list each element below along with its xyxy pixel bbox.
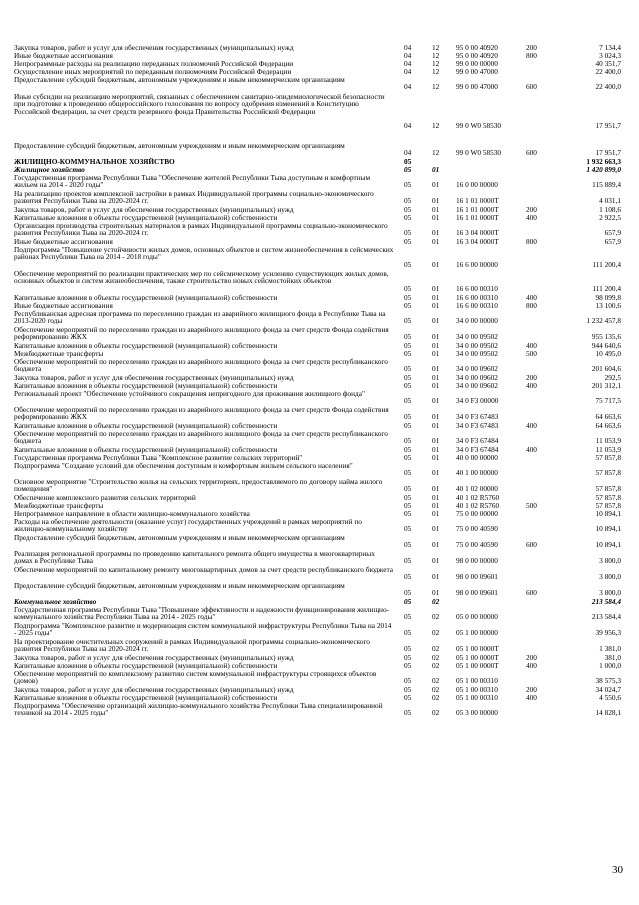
row-subsection: 01 xyxy=(432,213,440,222)
row-chapter: 05 xyxy=(404,412,412,422)
row-chapter: 05 xyxy=(404,237,412,246)
row-sum: 57 857,8 xyxy=(595,493,621,502)
row-target-code: 16 6 00 00000 xyxy=(456,259,498,269)
row-sum: 14 828,1 xyxy=(595,708,621,718)
row-name: Межбюджетные трансферты xyxy=(14,501,104,510)
row-sum: 381,0 xyxy=(604,653,621,662)
row-subsection: 01 xyxy=(432,237,440,246)
row-name: Обеспечение мероприятий по комплексному развитию систем коммунальной инфраструктуры строящихся объектов (домов) xyxy=(14,669,377,686)
row-name: Закупка товаров, работ и услуг для обеспечения государственных (муниципальных) нужд xyxy=(14,685,294,694)
row-expense-type: 800 xyxy=(526,51,537,60)
row-expense-type: 200 xyxy=(526,373,537,382)
row-sum: 2 922,5 xyxy=(599,213,621,222)
row-sum: 57 857,8 xyxy=(595,468,621,478)
row-name: Обеспечение мероприятий по переселению граждан из аварийного жилищного фонда за счет средств Фонда содействия реформированию ЖКХ xyxy=(14,325,389,342)
row-target-code: 75 0 00 40590 xyxy=(456,540,498,550)
row-sum: 292,5 xyxy=(604,373,621,382)
row-chapter: 05 xyxy=(404,653,412,662)
row-sum: 4 031,1 xyxy=(599,196,621,206)
row-name: Иные субсидии на реализацию мероприятий, связанных с обеспечением санитарно-эпидемиологической безопасности при подготовке к проведению общероссийского голосования по вопросу одобрения изменений в Конституцию Российской Федерации, за счет средств резервного фонда Правительства Российской Федерации xyxy=(14,92,385,116)
row-name: На реализацию проектов комплексной застройки в рамках Индивидуальной программы социально-экономического развития Республики Тыва на 2020-2024 гг. xyxy=(14,189,374,206)
row-chapter: 04 xyxy=(404,67,412,76)
row-expense-type: 600 xyxy=(526,588,537,598)
row-name: Предоставление субсидий бюджетным, автономным учреждениям и иным некоммерческим организациям xyxy=(14,581,345,590)
row-chapter: 05 xyxy=(404,381,412,390)
row-subsection: 01 xyxy=(432,196,440,206)
row-chapter: 05 xyxy=(404,396,412,406)
row-chapter: 05 xyxy=(404,373,412,382)
row-target-code: 34 0 00 09502 xyxy=(456,332,498,342)
row-name: Обеспечение комплексного развития сельских территорий xyxy=(14,493,196,502)
row-target-code: 34 0 00 09502 xyxy=(456,349,498,358)
row-subsection: 01 xyxy=(432,524,440,534)
row-subsection: 12 xyxy=(432,121,440,131)
row-target-code: 34 0 F3 67484 xyxy=(456,445,499,454)
row-subsection: 02 xyxy=(432,708,440,718)
row-sum: 111 200,4 xyxy=(592,259,621,269)
row-sum: 1 381,0 xyxy=(599,644,621,654)
row-expense-type: 400 xyxy=(526,293,537,302)
row-target-code: 16 1 01 0000Т xyxy=(456,205,499,214)
row-chapter: 05 xyxy=(404,556,412,566)
row-expense-type: 400 xyxy=(526,381,537,390)
row-subsection: 02 xyxy=(432,661,440,670)
row-sum: 115 889,4 xyxy=(592,180,621,190)
row-name: Организация производства строительных материалов в рамках Индивидуальной программы социально-экономического развития Республики Тыва на 2020-2024 гг. xyxy=(14,221,388,238)
row-chapter: 05 xyxy=(404,685,412,694)
row-name: Государственная программа Республики Тыва "Повышение эффективности и надежности функционирования жилищно-коммунального хозяйства Республики Тыва на 2014 - 2025 годы" xyxy=(14,605,390,622)
row-subsection: 01 xyxy=(432,396,440,406)
row-sum: 955 135,6 xyxy=(591,332,621,342)
row-target-code: 16 1 01 0000Т xyxy=(456,196,499,206)
row-chapter: 04 xyxy=(404,148,412,158)
row-sum: 7 134,4 xyxy=(599,43,621,52)
row-subsection: 01 xyxy=(432,332,440,342)
row-target-code: 16 1 01 0000Т xyxy=(456,213,499,222)
row-sum: 34 024,7 xyxy=(595,685,621,694)
row-sum: 10 894,1 xyxy=(595,524,621,534)
row-target-code: 16 3 04 0000Т xyxy=(456,237,499,246)
row-sum: 17 951,7 xyxy=(595,121,621,131)
row-subsection: 01 xyxy=(432,493,440,502)
row-target-code: 05 1 00 0000Т xyxy=(456,653,499,662)
row-subsection: 12 xyxy=(432,148,440,158)
row-subsection: 02 xyxy=(432,693,440,702)
row-target-code: 95 0 00 40920 xyxy=(456,43,498,52)
row-expense-type: 600 xyxy=(526,82,537,92)
row-sum: 64 663,6 xyxy=(595,412,621,422)
row-chapter: 05 xyxy=(404,332,412,342)
row-name: Закупка товаров, работ и услуг для обеспечения государственных (муниципальных) нужд xyxy=(14,43,294,52)
row-chapter: 05 xyxy=(404,708,412,718)
row-name: Закупка товаров, работ и услуг для обеспечения государственных (муниципальных) нужд xyxy=(14,205,294,214)
row-chapter: 05 xyxy=(404,484,412,494)
row-sum: 657,9 xyxy=(604,237,621,246)
row-sum: 3 800,0 xyxy=(599,588,621,598)
row-name: Межбюджетные трансферты xyxy=(14,349,104,358)
row-name: Осуществление иных мероприятий по переданным полномочиям Российской Федерации xyxy=(14,67,292,76)
row-name: Капитальные вложения в объекты государственной (муниципальной) собственности xyxy=(14,293,278,302)
row-chapter: 05 xyxy=(404,196,412,206)
row-subsection: 02 xyxy=(432,653,440,662)
row-target-code: 99 0 W0 58530 xyxy=(456,148,502,158)
row-chapter: 05 xyxy=(404,293,412,302)
row-sum: 10 894,1 xyxy=(595,540,621,550)
row-sum: 213 584,4 xyxy=(591,612,621,622)
row-name: Основное мероприятие "Строительство жилья на сельских территориях, предоставляемого по договору найма жилого помещения" xyxy=(14,477,383,494)
row-subsection: 02 xyxy=(432,644,440,654)
row-chapter: 05 xyxy=(404,316,412,326)
row-target-code: 40 1 02 R5760 xyxy=(456,501,500,510)
row-target-code: 34 0 00 09602 xyxy=(456,373,498,382)
row-subsection: 01 xyxy=(432,180,440,190)
row-target-code: 16 6 00 00310 xyxy=(456,293,498,302)
row-target-code: 34 0 F3 00000 xyxy=(456,396,499,406)
row-name: Капитальные вложения в объекты государственной (муниципальной) собственности xyxy=(14,213,278,222)
row-chapter: 05 xyxy=(404,676,412,686)
row-target-code: 75 0 00 00000 xyxy=(456,509,498,518)
row-subsection: 12 xyxy=(432,59,440,68)
row-chapter: 05 xyxy=(404,540,412,550)
row-expense-type: 800 xyxy=(526,301,537,310)
row-target-code: 99 0 00 00000 xyxy=(456,59,498,68)
row-expense-type: 200 xyxy=(526,43,537,52)
row-sum: 17 951,7 xyxy=(595,148,621,158)
row-name: Обеспечение мероприятий по капитальному ремонту многоквартирных домов за счет средств республиканского бюджета xyxy=(14,565,393,574)
row-chapter: 05 xyxy=(404,205,412,214)
row-name: Иные бюджетные ассигнования xyxy=(14,301,113,310)
row-chapter: 04 xyxy=(404,59,412,68)
row-sum: 57 857,8 xyxy=(595,453,621,462)
row-sum: 657,9 xyxy=(604,228,621,238)
row-chapter: 05 xyxy=(404,421,412,430)
row-sum: 1 932 663,3 xyxy=(586,157,621,166)
row-chapter: 05 xyxy=(404,493,412,502)
row-expense-type: 400 xyxy=(526,661,537,670)
row-name: Государственная программа Республики Тыва "Комплексное развитие сельских территорий" xyxy=(14,453,303,462)
row-name: Подпрограмма "Создание условий для обеспечения доступным и комфортным жильем сельского населения" xyxy=(14,461,353,470)
row-subsection: 12 xyxy=(432,67,440,76)
row-sum: 3 800,0 xyxy=(599,572,621,582)
row-chapter: 05 xyxy=(404,453,412,462)
row-target-code: 40 1 00 00000 xyxy=(456,468,498,478)
row-target-code: 34 0 F3 67483 xyxy=(456,412,499,422)
row-chapter: 05 xyxy=(404,612,412,622)
row-subsection: 02 xyxy=(432,597,440,606)
row-chapter: 05 xyxy=(404,341,412,350)
row-sum: 39 956,3 xyxy=(595,628,621,638)
row-subsection: 02 xyxy=(432,628,440,638)
page-number: 30 xyxy=(612,864,623,876)
row-chapter: 05 xyxy=(404,228,412,238)
row-name: Капитальные вложения в объекты государственной (муниципальной) собственности xyxy=(14,661,278,670)
row-target-code: 05 1 00 0000Т xyxy=(456,661,499,670)
row-chapter: 04 xyxy=(404,82,412,92)
row-expense-type: 400 xyxy=(526,341,537,350)
row-sum: 75 717,5 xyxy=(595,396,621,406)
row-target-code: 98 0 00 09601 xyxy=(456,588,498,598)
row-chapter: 04 xyxy=(404,121,412,131)
row-subsection: 01 xyxy=(432,373,440,382)
row-sum: 1 232 457,8 xyxy=(586,316,621,326)
row-name: Капитальные вложения в объекты государственной (муниципальной) собственности xyxy=(14,445,278,454)
row-subsection: 01 xyxy=(432,412,440,422)
row-sum: 10 894,1 xyxy=(595,509,621,518)
row-subsection: 01 xyxy=(432,349,440,358)
row-chapter: 05 xyxy=(404,165,412,174)
row-expense-type: 400 xyxy=(526,445,537,454)
row-subsection: 01 xyxy=(432,572,440,582)
row-name: Обеспечение мероприятий по реализации практических мер по сейсмическому усилению существующих жилых домов, основных объектов и систем жизнеобеспечения, также строительство новых сейсмостойких объектов xyxy=(14,269,389,286)
row-name: Непрограммные расходы на реализацию переданных полномочий Российской Федерации xyxy=(14,59,294,68)
row-subsection: 01 xyxy=(432,316,440,326)
row-sum: 201 312,1 xyxy=(591,381,621,390)
row-name: Региональный проект "Обеспечение устойчивого сокращения непригодного для проживания жилищного фонда" xyxy=(14,389,365,398)
row-sum: 40 351,7 xyxy=(595,59,621,68)
row-chapter: 05 xyxy=(404,572,412,582)
row-chapter: 05 xyxy=(404,213,412,222)
row-expense-type: 500 xyxy=(526,501,537,510)
row-name: Капитальные вложения в объекты государственной (муниципальной) собственности xyxy=(14,341,278,350)
row-target-code: 16 3 04 0000Т xyxy=(456,228,499,238)
row-subsection: 01 xyxy=(432,436,440,446)
row-name: Подпрограмма "Комплексное развитие и модернизация систем коммунальной инфраструктуры Республики Тыва на 2014 - 2025 годы" xyxy=(14,621,392,638)
row-target-code: 40 1 02 R5760 xyxy=(456,493,500,502)
row-name: Расходы на обеспечение деятельности (оказание услуг) государственных учреждений в рамках мероприятий по жилищно-коммунальному хозяйству xyxy=(14,517,362,534)
row-target-code: 16 6 00 00310 xyxy=(456,283,498,293)
row-sum: 57 857,8 xyxy=(595,484,621,494)
row-sum: 22 400,0 xyxy=(595,82,621,92)
row-name: Предоставление субсидий бюджетным, автономным учреждениям и иным некоммерческим организациям xyxy=(14,75,345,84)
row-subsection: 12 xyxy=(432,43,440,52)
row-sum: 38 575,3 xyxy=(595,676,621,686)
row-name: Подпрограмма "Повышение устойчивости жилых домов, основных объектов и систем жизнеобеспечения в сейсмических районах Республики Тыва на 2014 - 2018 годы" xyxy=(14,245,394,262)
row-name: Коммунальное хозяйство xyxy=(14,597,97,606)
row-subsection: 02 xyxy=(432,685,440,694)
row-target-code: 40 1 02 00000 xyxy=(456,484,498,494)
row-chapter: 05 xyxy=(404,157,412,166)
row-subsection: 01 xyxy=(432,293,440,302)
row-target-code: 98 0 00 00000 xyxy=(456,556,498,566)
row-sum: 3 024,3 xyxy=(599,51,621,60)
row-target-code: 05 1 00 00000 xyxy=(456,628,498,638)
row-sum: 1 108,6 xyxy=(599,205,621,214)
row-name: Непрограммное направление в области жилищно-коммунального хозяйства xyxy=(14,509,250,518)
row-expense-type: 400 xyxy=(526,421,537,430)
row-subsection: 01 xyxy=(432,540,440,550)
row-chapter: 05 xyxy=(404,661,412,670)
row-target-code: 99 0 00 47000 xyxy=(456,67,498,76)
row-sum: 213 584,4 xyxy=(591,597,621,606)
row-target-code: 34 0 00 00000 xyxy=(456,316,498,326)
row-expense-type: 400 xyxy=(526,213,537,222)
row-subsection: 12 xyxy=(432,82,440,92)
row-name: Подпрограмма "Обеспечение организаций жилищно-коммунального хозяйства Республики Тыва специализированной техникой на 2014 - 2025 годы" xyxy=(14,701,383,718)
row-target-code: 16 6 00 00310 xyxy=(456,301,498,310)
row-chapter: 05 xyxy=(404,501,412,510)
row-target-code: 75 0 00 40590 xyxy=(456,524,498,534)
row-name: На проектирование очистительных сооружений в рамках Индивидуальной программы социально-экономического развития Республики Тыва на 2020-2024 гг. xyxy=(14,637,370,654)
row-subsection: 01 xyxy=(432,228,440,238)
row-sum: 10 495,0 xyxy=(595,349,621,358)
row-name: Реализация региональной программы по проведению капитального ремонта общего имущества в многоквартирных домах в Республике Тыва xyxy=(14,549,375,566)
row-chapter: 05 xyxy=(404,693,412,702)
row-chapter: 05 xyxy=(404,524,412,534)
row-name: Обеспечение мероприятий по переселению граждан из аварийного жилищного фонда за счет средств республиканского бюджета xyxy=(14,357,388,374)
row-sum: 1 420 899,0 xyxy=(586,165,621,174)
row-name: Жилищное хозяйство xyxy=(14,165,85,174)
row-expense-type: 600 xyxy=(526,148,537,158)
row-chapter: 04 xyxy=(404,51,412,60)
row-chapter: 05 xyxy=(404,349,412,358)
row-subsection: 01 xyxy=(432,364,440,374)
row-target-code: 95 0 00 40920 xyxy=(456,51,498,60)
row-target-code: 05 0 00 00000 xyxy=(456,612,498,622)
row-target-code: 05 1 00 00310 xyxy=(456,685,498,694)
row-subsection: 01 xyxy=(432,453,440,462)
row-target-code: 05 1 00 00310 xyxy=(456,676,498,686)
row-chapter: 05 xyxy=(404,628,412,638)
row-subsection: 01 xyxy=(432,259,440,269)
row-subsection: 12 xyxy=(432,51,440,60)
row-expense-type: 200 xyxy=(526,205,537,214)
row-subsection: 01 xyxy=(432,165,440,174)
row-name: ЖИЛИЩНО-КОММУНАЛЬНОЕ ХОЗЯЙСТВО xyxy=(14,157,175,166)
row-chapter: 05 xyxy=(404,259,412,269)
row-subsection: 01 xyxy=(432,205,440,214)
row-name: Республиканская адресная программа по переселению граждан из аварийного жилищного фонда в Республике Тыва на 2013-2020 годы xyxy=(14,309,386,326)
row-chapter: 05 xyxy=(404,588,412,598)
row-target-code: 98 0 00 09601 xyxy=(456,572,498,582)
row-target-code: 05 3 00 00000 xyxy=(456,708,498,718)
row-target-code: 40 0 00 00000 xyxy=(456,453,498,462)
row-chapter: 05 xyxy=(404,644,412,654)
row-subsection: 01 xyxy=(432,341,440,350)
row-chapter: 05 xyxy=(404,445,412,454)
row-subsection: 02 xyxy=(432,676,440,686)
row-target-code: 34 0 00 09602 xyxy=(456,381,498,390)
row-expense-type: 400 xyxy=(526,693,537,702)
row-subsection: 01 xyxy=(432,283,440,293)
row-name: Иные бюджетные ассигнования xyxy=(14,51,113,60)
row-name: Капитальные вложения в объекты государственной (муниципальной) собственности xyxy=(14,381,278,390)
row-sum: 64 663,6 xyxy=(595,421,621,430)
row-subsection: 01 xyxy=(432,484,440,494)
row-sum: 98 099,8 xyxy=(595,293,621,302)
row-name: Предоставление субсидий бюджетным, автономным учреждениям и иным некоммерческим организациям xyxy=(14,141,345,150)
row-name: Закупка товаров, работ и услуг для обеспечения государственных (муниципальных) нужд xyxy=(14,373,294,382)
row-chapter: 05 xyxy=(404,509,412,518)
row-subsection: 01 xyxy=(432,421,440,430)
row-target-code: 99 0 W0 58530 xyxy=(456,121,502,131)
row-subsection: 01 xyxy=(432,301,440,310)
row-expense-type: 500 xyxy=(526,349,537,358)
row-subsection: 01 xyxy=(432,381,440,390)
row-sum: 11 053,9 xyxy=(595,445,621,454)
row-expense-type: 800 xyxy=(526,237,537,246)
row-chapter: 04 xyxy=(404,43,412,52)
row-subsection: 01 xyxy=(432,509,440,518)
row-chapter: 05 xyxy=(404,364,412,374)
row-sum: 4 550,6 xyxy=(599,693,621,702)
row-chapter: 05 xyxy=(404,301,412,310)
row-chapter: 05 xyxy=(404,283,412,293)
row-chapter: 05 xyxy=(404,436,412,446)
row-chapter: 05 xyxy=(404,597,412,606)
row-expense-type: 200 xyxy=(526,685,537,694)
row-sum: 3 800,0 xyxy=(599,556,621,566)
row-name: Государственная программа Республики Тыва "Обеспечение жителей Республики Тыва доступным и комфортным жильем на 2014 - 2020 годы" xyxy=(14,173,371,190)
row-name: Иные бюджетные ассигнования xyxy=(14,237,113,246)
row-name: Предоставление субсидий бюджетным, автономным учреждениям и иным некоммерческим организациям xyxy=(14,533,345,542)
row-sum: 944 640,6 xyxy=(591,341,621,350)
row-target-code: 34 0 F3 67483 xyxy=(456,421,499,430)
row-name: Капитальные вложения в объекты государственной (муниципальной) собственности xyxy=(14,693,278,702)
row-sum: 111 200,4 xyxy=(592,283,621,293)
row-subsection: 01 xyxy=(432,556,440,566)
row-name: Обеспечение мероприятий по переселению граждан из аварийного жилищного фонда за счет средств республиканского бюджета xyxy=(14,429,388,446)
row-subsection: 02 xyxy=(432,612,440,622)
row-name: Закупка товаров, работ и услуг для обеспечения государственных (муниципальных) нужд xyxy=(14,653,294,662)
row-sum: 1 000,0 xyxy=(599,661,621,670)
row-sum: 13 100,6 xyxy=(595,301,621,310)
row-name: Обеспечение мероприятий по переселению граждан из аварийного жилищного фонда за счет средств Фонда содействия реформированию ЖКХ xyxy=(14,405,389,422)
row-target-code: 34 0 00 09502 xyxy=(456,341,498,350)
row-sum: 201 604,6 xyxy=(591,364,621,374)
row-subsection: 01 xyxy=(432,501,440,510)
row-subsection: 01 xyxy=(432,468,440,478)
row-subsection: 01 xyxy=(432,445,440,454)
row-target-code: 05 1 00 0000Т xyxy=(456,644,499,654)
row-subsection: 01 xyxy=(432,588,440,598)
row-sum: 11 053,9 xyxy=(595,436,621,446)
row-chapter: 05 xyxy=(404,468,412,478)
row-sum: 57 857,8 xyxy=(595,501,621,510)
row-target-code: 05 1 00 00310 xyxy=(456,693,498,702)
row-chapter: 05 xyxy=(404,180,412,190)
row-target-code: 99 0 00 47000 xyxy=(456,82,498,92)
row-target-code: 16 0 00 00000 xyxy=(456,180,498,190)
row-expense-type: 600 xyxy=(526,540,537,550)
row-target-code: 34 0 00 09602 xyxy=(456,364,498,374)
row-name: Капитальные вложения в объекты государственной (муниципальной) собственности xyxy=(14,421,278,430)
row-sum: 22 400,0 xyxy=(595,67,621,76)
row-target-code: 34 0 F3 67484 xyxy=(456,436,499,446)
row-expense-type: 200 xyxy=(526,653,537,662)
